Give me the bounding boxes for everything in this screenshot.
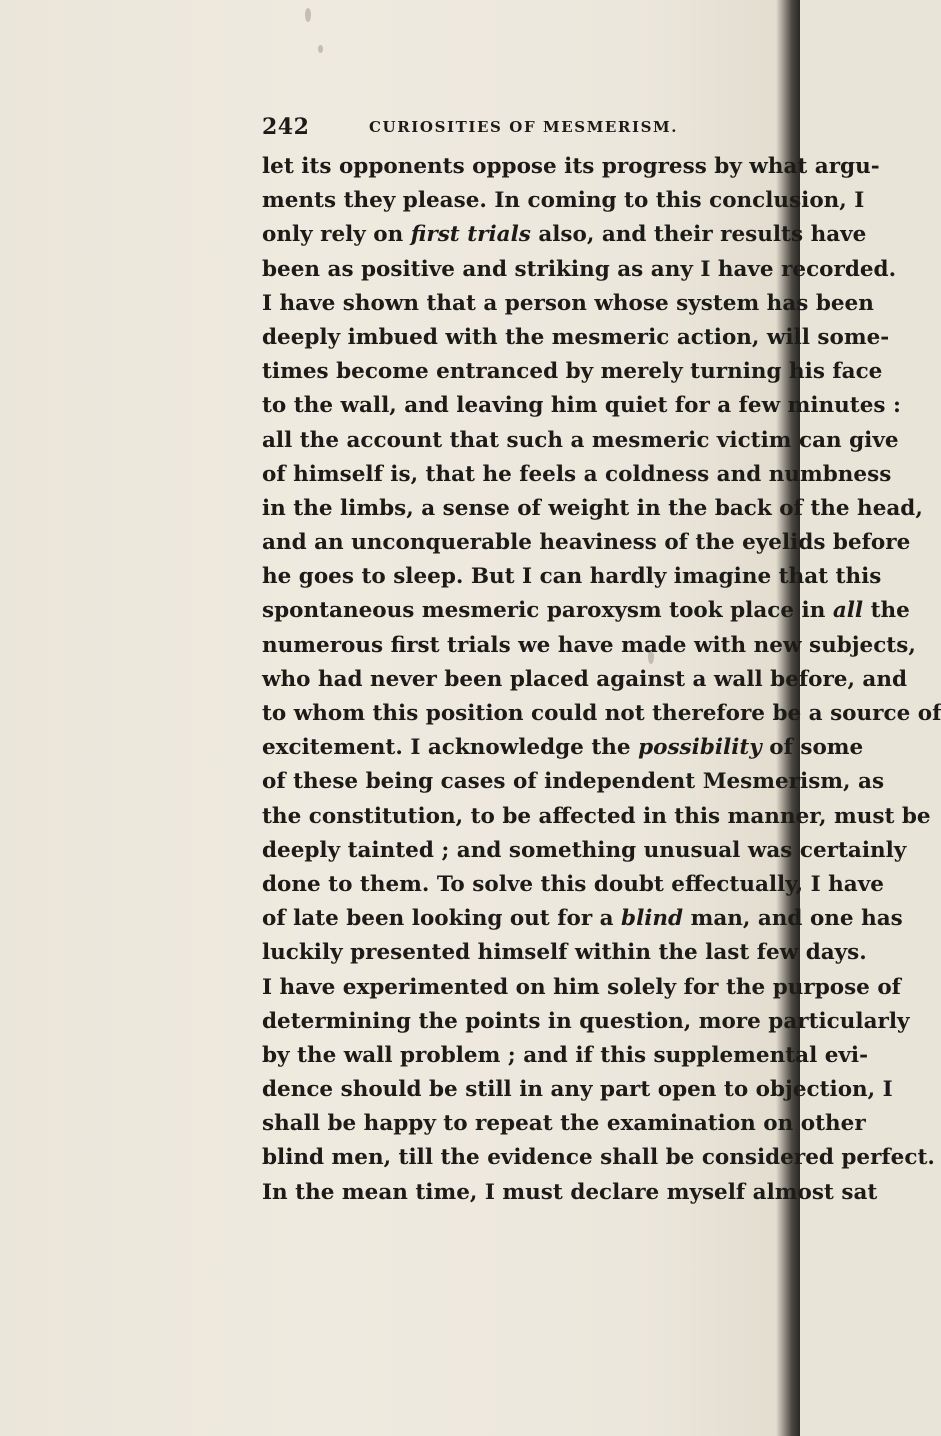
body-text: [262, 150, 941, 1210]
text-run: of late been looking out for a: [262, 906, 622, 932]
text-line: all the account that such a mesmeric victim can give: [262, 427, 899, 453]
running-head: CURIOSITIES OF MESMERISM.: [369, 118, 679, 136]
text-line: in the limbs, a sense of weight in the back of the head,: [262, 495, 923, 521]
text-line: I have shown that a person whose system has been: [262, 290, 874, 316]
text-run: excitement. I acknowledge the: [262, 735, 639, 761]
text-run: also, and their results have: [530, 222, 867, 248]
text-line: luckily presented himself within the last few days.: [262, 940, 867, 966]
italic-phrase: all: [832, 598, 864, 624]
paper-blemish: [318, 45, 323, 53]
text-line: deeply imbued with the mesmeric action, will some-: [262, 324, 890, 350]
text-line: times become entranced by merely turning his face: [262, 359, 883, 385]
text-line: numerous first trials we have made with new subjects,: [262, 632, 916, 658]
text-line: [262, 902, 903, 936]
text-run: of some: [761, 735, 864, 761]
text-line: [262, 731, 864, 765]
text-line: I have experimented on him solely for the purpose of: [262, 974, 901, 1000]
text-line: [262, 594, 910, 628]
page-header: [262, 114, 762, 138]
text-line: let its opponents oppose its progress by what argu-: [262, 154, 880, 179]
text-run: the: [863, 598, 910, 624]
text-run: only rely on: [262, 222, 411, 248]
text-line: the constitution, to be affected in this manner, must be: [262, 803, 931, 829]
text-line: blind men, till the evidence shall be considered perfect.: [262, 1145, 935, 1171]
text-line: to whom this position could not therefore be a source of: [262, 701, 941, 726]
text-run: spontaneous mesmeric paroxysm took place in: [262, 598, 833, 624]
text-line: of himself is, that he feels a coldness and numbness: [262, 461, 892, 487]
text-line: deeply tainted ; and something unusual was certainly: [262, 837, 907, 863]
text-line: In the mean time, I must declare myself almost sat: [262, 1179, 878, 1205]
paper-blemish: [305, 8, 311, 22]
text-run: man, and one has: [683, 906, 903, 932]
text-line: of these being cases of independent Mesmerism, as: [262, 769, 885, 795]
italic-phrase: first trials: [410, 222, 531, 248]
text-line: he goes to sleep. But I can hardly imagine that this: [262, 564, 882, 590]
text-line: and an unconquerable heaviness of the eyelids before: [262, 530, 911, 556]
text-line: dence should be still in any part open to objection, I: [262, 1077, 893, 1103]
text-line: who had never been placed against a wall before, and: [262, 666, 908, 692]
text-line: ments they please. In coming to this conclusion, I: [262, 188, 865, 214]
text-line: to the wall, and leaving him quiet for a few minutes :: [262, 393, 901, 419]
text-line: [262, 218, 867, 252]
text-line: done to them. To solve this doubt effectually, I have: [262, 871, 884, 897]
italic-phrase: blind: [621, 906, 684, 932]
text-line: by the wall problem ; and if this supplemental evi-: [262, 1042, 869, 1068]
page-number: 242: [262, 114, 310, 140]
text-line: been as positive and striking as any I have recorded.: [262, 256, 897, 282]
text-line: determining the points in question, more particularly: [262, 1008, 910, 1034]
italic-phrase: possibility: [638, 735, 762, 761]
text-line: shall be happy to repeat the examination on other: [262, 1111, 866, 1137]
